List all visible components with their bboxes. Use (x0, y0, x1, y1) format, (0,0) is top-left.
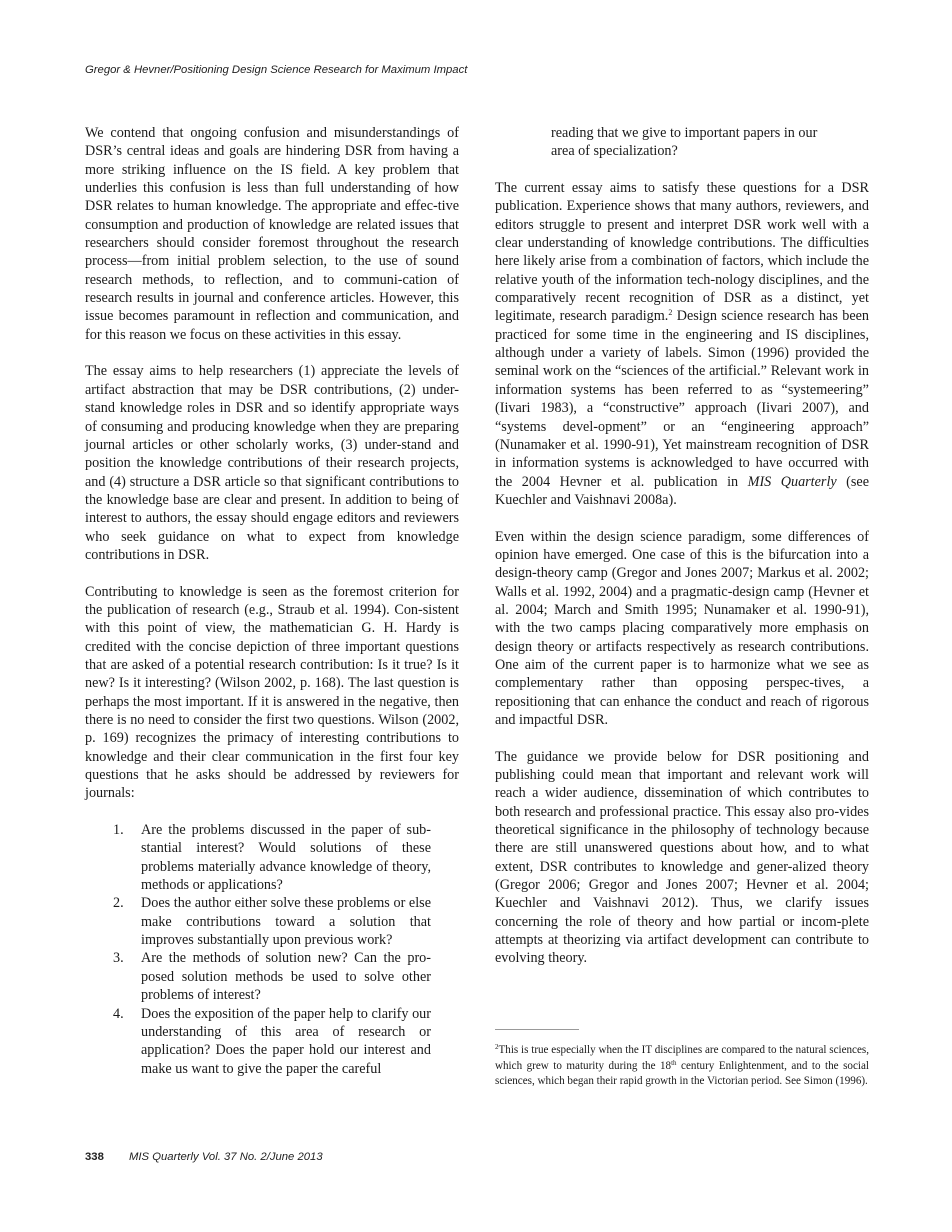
paragraph: Contributing to knowledge is seen as the foremost criterion for the publication of research (e.g., Straub et al. 1994). Con-sistent with this point of view, the mathematician G. H. Hardy is credited with the concise depiction of three important questions that are asked of a potential research contribution: Is it true? Is it new? Is it interesting? (Wilson 2002, p. 168). The last question is perhaps the most important. If it is answered in the negative, then there is no need to consider the first two questions. Wilson (2002, p. 169) recognizes the primacy of interesting contributions to knowledge and their clear communication in the first four key questions that he asks should be addressed by reviewers for journals: (85, 583, 459, 802)
list-number: 3. (113, 950, 124, 967)
journal-citation: MIS Quarterly Vol. 37 No. 2/June 2013 (129, 1151, 323, 1163)
footnote-ref[interactable]: 2 (668, 308, 673, 318)
ordinal-suffix: th (671, 1058, 677, 1067)
paragraph-text: (see Kuechler and Vaishnavi 2008a). (495, 473, 869, 508)
list-item (85, 821, 459, 894)
footnote-text: century Enlightenment, and to the social sciences, which began their rapid growth in the Victorian period. See Simon (1996). (495, 1059, 869, 1088)
paragraph-text: The current essay aims to satisfy these questions for a DSR publication. Experience shows that many authors, reviewers, and editors struggle to present and interpret DSR work well with a clear understanding of knowledge contributions. The difficulties here likely arise from a combination of factors, which include the relative youth of the information tech-nology disciplines, and the comparatively recent recognition of DSR as a distinct, yet legitimate, research paradigm. (495, 180, 869, 325)
footnote-text: This is true especially when the IT disciplines are compared to the natural sciences, which grew to maturity during the 18 (495, 1044, 869, 1072)
paragraph-text: Design science research has been practiced for some time in the engineering and IS disciplines, although under a variety of labels. Simon (1996) provided the seminal work on the “sciences of the artificial.” Relevant work in information systems has been referred to as “systemeering” (Iivari 1983), a “constructive” approach (Iivari 2007), and “systems devel-opment” or an “engineering approach” (Nunamaker et al. 1990-91), Yet mainstream recognition of DSR in information systems is acknowledged to have occurred with the 2004 Hevner et al. publication in (495, 308, 870, 490)
list-item (85, 949, 459, 1004)
list-text: Are the methods of solution new? Can the pro-posed solution methods be used to solve other problems of interest? (141, 950, 431, 1004)
right-column (495, 124, 869, 986)
page-number: 338 (85, 1151, 104, 1163)
journal-title: MIS Quarterly (747, 473, 837, 490)
paragraph: We contend that ongoing confusion and misunderstandings of DSR’s central ideas and goals are hindering DSR from having a more striking influence on the IS field. A key problem that underlies this confusion is less than full understanding of how DSR relates to human knowledge. The appropriate and effec-tive consumption and production of knowledge are related issues that researchers should consider foremost throughout the research process—from initial problem selection, to the use of sound research methods, to reflection, and to communi-cation of research results in journal and conference articles. However, this issue becomes paramount in reflection and communication, and for this reason we focus on these activities in this essay. (85, 125, 459, 343)
list-text: Does the exposition of the paper help to clarify our understanding of this area of research or application? Does the paper hold our interest and make us want to give the paper the careful (141, 1005, 431, 1077)
paragraph (495, 179, 869, 509)
list-number: 2. (113, 895, 124, 912)
reviewer-questions-list (85, 821, 459, 1078)
paragraph: The guidance we provide below for DSR positioning and publishing could mean that important and relevant work will reach a wider audience, dissemination of which contributes to both research and professional practice. This essay also pro-vides theoretical significance in the philosophy of technology because there are still unanswered questions about how, and to what extent, DSR contributes to knowledge and gener-alized theory (Gregor 2006; Gregor and Jones 2007; Hevner et al. 2004; Kuechler and Vaishnavi 2012). Thus, we clarify issues concerning the role of theory and how partial or incom-plete attempts at theorizing via artifact development can contribute to evolving theory. (495, 748, 869, 967)
list-text: Are the problems discussed in the paper of sub-stantial interest? Would solutions of these problems materially advance knowledge of theory, methods or applications? (141, 822, 431, 894)
paragraph: The essay aims to help researchers (1) appreciate the levels of artifact abstraction that may be DSR contributions, (2) under-stand knowledge roles in DSR and so identify appropriate ways of consuming and producing knowledge when they are preparing journal articles or other scholarly works, (3) under-stand and position the knowledge contributions of their research projects, and (4) structure a DSR article so that significant contributions to the knowledge base are clear and present. In addition to being of interest to authors, the essay should engage editors and reviewers who seek guidance on what to expect from knowledge contributions in DSR. (85, 363, 459, 563)
list-number: 4. (113, 1005, 124, 1022)
paragraph: Even within the design science paradigm, some differences of opinion have emerged. One case of this is the bifurcation into a design-theory camp (Gregor and Jones 2007; Markus et al. 2002; Walls et al. 1992, 2004) and a pragmatic-design camp (Hevner et al. 2004; March and Smith 1995; Nunamaker et al. 1990-91), with the two camps placing comparatively more emphasis on design theory or artifacts respectively as research contributions. One aim of the current paper is to harmonize what we see as complementary rather than opposing perspec-tives, a repositioning that can enhance the conduct and reach of rigorous and impactful DSR. (495, 528, 869, 728)
running-head: Gregor & Hevner/Positioning Design Science Research for Maximum Impact (85, 64, 468, 76)
footnote (495, 1043, 869, 1090)
footnote-divider (495, 1029, 579, 1030)
list-number: 1. (113, 822, 124, 839)
footnote-marker: 2 (495, 1043, 499, 1051)
list-text: Does the author either solve these problems or else make contributions toward a solution that improves substantially upon previous work? (141, 895, 431, 949)
left-column (85, 124, 459, 1078)
list-item (85, 1005, 459, 1078)
list-continuation: reading that we give to important papers in our area of specialization? (551, 125, 818, 160)
page-footer (85, 1151, 323, 1163)
list-item (85, 894, 459, 949)
